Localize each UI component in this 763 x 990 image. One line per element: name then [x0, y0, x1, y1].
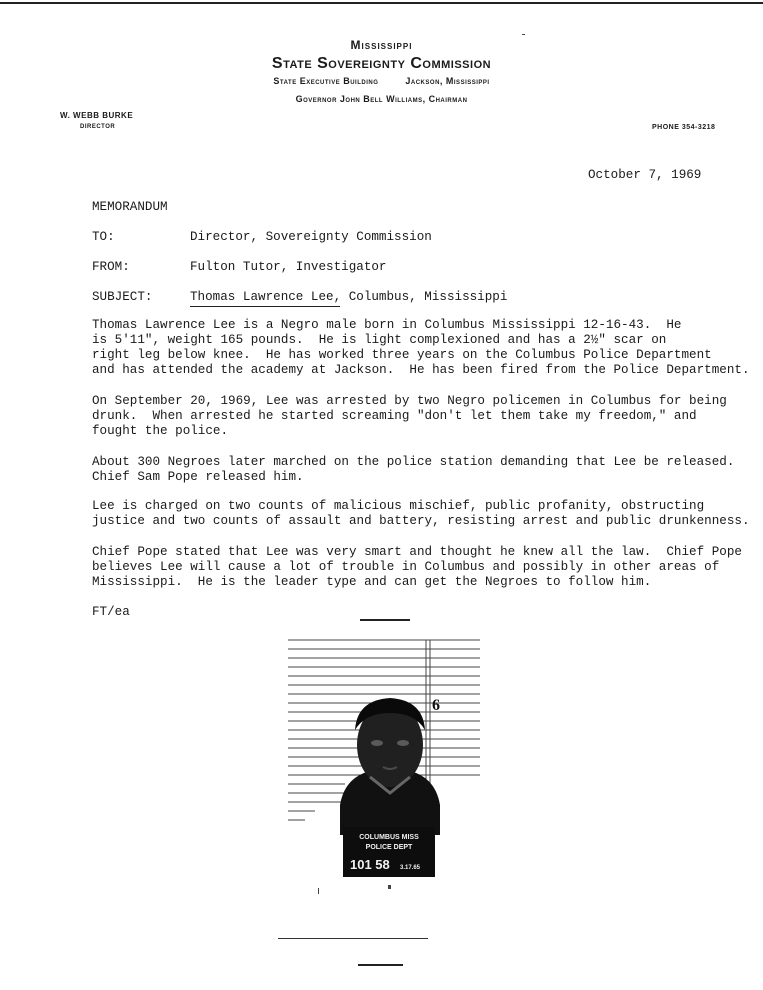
phone-number: PHONE 354-3218	[652, 124, 716, 131]
letterhead-address	[0, 76, 763, 86]
letterhead-commission: State Sovereignty Commission	[271, 55, 492, 72]
booking-plaque	[343, 827, 435, 877]
letterhead-state: Mississippi	[350, 38, 413, 52]
memo-date: October 7, 1969	[588, 168, 702, 182]
plaque-line-2: POLICE DEPT	[365, 844, 413, 851]
ink-speck	[522, 34, 525, 35]
letterhead-governor: Governor John Bell Williams, Chairman	[295, 94, 468, 104]
ink-speck	[318, 888, 319, 894]
to-value: Director, Sovereignty Commission	[190, 230, 432, 244]
bottom-dash	[358, 964, 403, 966]
subject-underline	[190, 306, 340, 307]
height-marker: 6	[432, 697, 440, 714]
paragraph-5: Chief Pope stated that Lee was very smart and thought he knew all the law. Chief Pope believes Lee will cause a lot of trouble in Columbus and possibly in other areas of Mississippi. He is the leader type and can get the Negroes to follow him.	[92, 545, 742, 589]
to-label: TO:	[92, 230, 115, 244]
from-label: FROM:	[92, 260, 130, 274]
plaque-date: 3.17.65	[400, 865, 421, 871]
mugshot-photo	[285, 605, 500, 905]
letterhead-building: State Executive Building	[273, 76, 379, 86]
plaque-line-1: COLUMBUS MISS	[359, 834, 419, 841]
memo-heading: MEMORANDUM	[92, 200, 168, 214]
from-value: Fulton Tutor, Investigator	[190, 260, 387, 274]
letterhead-city: Jackson, Mississippi	[405, 76, 490, 86]
subject-label: SUBJECT:	[92, 290, 153, 304]
paragraph-3: About 300 Negroes later marched on the police station demanding that Lee be released. Chief Sam Pope released him.	[92, 455, 735, 484]
director-name: W. WEBB BURKE	[60, 111, 134, 120]
bottom-rule	[278, 938, 428, 939]
paragraph-1: Thomas Lawrence Lee is a Negro male born in Columbus Mississippi 12-16-43. He is 5'11", weight 165 pounds. He is light complexioned and has a 2½" scar on right leg below knee. He has worked three years on the Columbus Police Department and has attended the academy at Jackson. He has been fired from the Police Department.	[92, 318, 750, 377]
subject-value: Thomas Lawrence Lee, Columbus, Mississippi	[190, 290, 508, 304]
ink-speck	[388, 885, 391, 889]
plaque-number: 101 58	[350, 857, 390, 872]
typist-initials: FT/ea	[92, 605, 130, 619]
paragraph-2: On September 20, 1969, Lee was arrested by two Negro policemen in Columbus for being drunk. When arrested he started screaming "don't let them take my freedom," and fought the police.	[92, 394, 727, 438]
director-title: DIRECTOR	[80, 124, 116, 130]
top-border-line	[0, 2, 763, 4]
paragraph-4: Lee is charged on two counts of malicious mischief, public profanity, obstructing justice and two counts of assault and battery, resisting arrest and public drunkenness.	[92, 499, 750, 528]
